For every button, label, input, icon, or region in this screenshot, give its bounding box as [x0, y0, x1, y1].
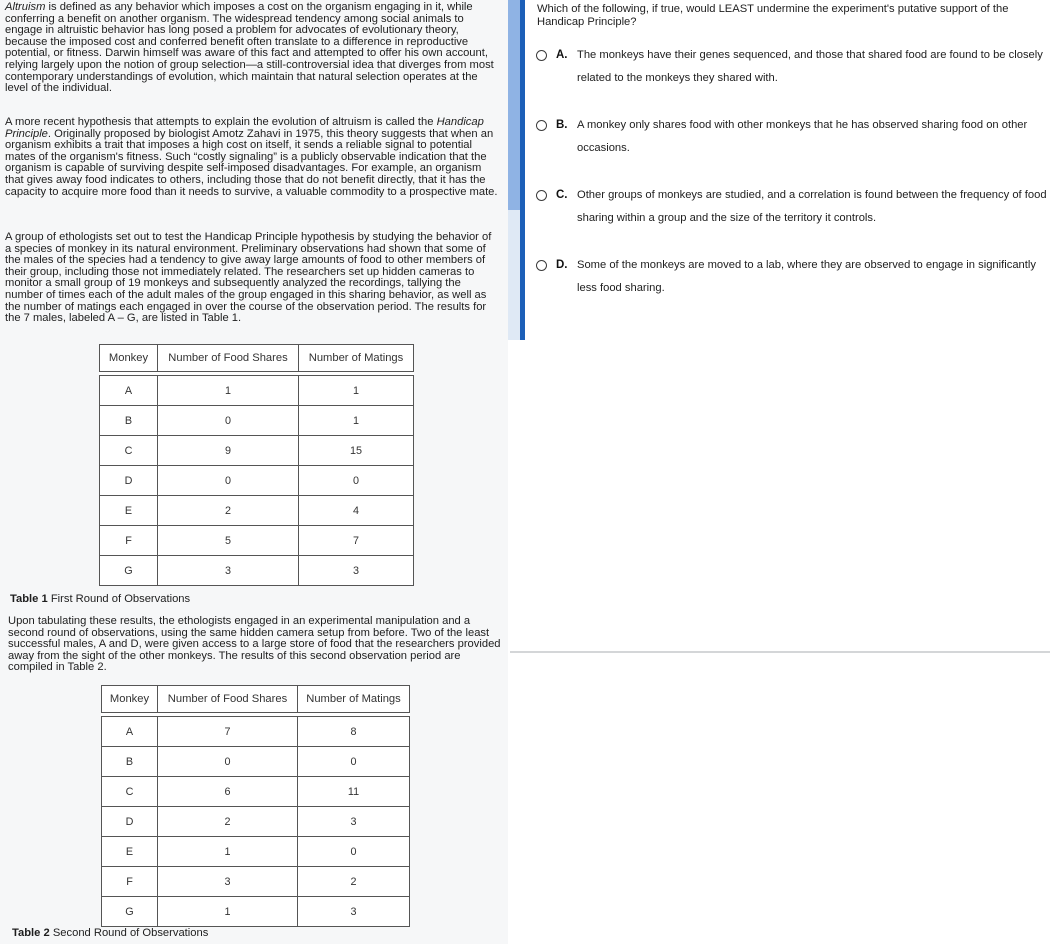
matings-cell: 2	[298, 867, 410, 897]
question-pane-separator	[510, 651, 1050, 653]
table-row	[102, 717, 410, 747]
monkey-cell: B	[102, 747, 158, 777]
monkey-cell: D	[102, 807, 158, 837]
monkey-cell: C	[100, 436, 158, 466]
food-shares-cell: 0	[158, 406, 299, 436]
monkey-cell: F	[102, 867, 158, 897]
food-shares-cell: 2	[158, 496, 299, 526]
choice-text[interactable]: Other groups of monkeys are studied, and a correlation is found between the frequency of food sharing within a group and the size of the territory it controls.	[577, 189, 1047, 224]
paragraph-1-text: is defined as any behavior which imposes a cost on the organism engaging in it, while conferring a benefit on another organism. The widespread tendency among social animals to engage in altruistic behavior has long posed a problem for advocates of evolutionary theory, because the imposed cost and conferred benefit often translate to a difference in reproductive potential, or fitness. Darwin himself was aware of this fact and attempted to offer his own account, relying largely upon the notion of group selection—a still-controversial idea that diverges from most contemporary understandings of evolution, which maintain that natural selection operates at the level of the individual.	[5, 1, 494, 95]
table-1-caption-label: Table 1	[10, 593, 48, 605]
choice-text[interactable]: A monkey only shares food with other monkeys that he has observed sharing food on other occasions.	[577, 119, 1028, 154]
paragraph-2-intro: A more recent hypothesis that attempts to explain the evolution of altruism is called the	[5, 116, 437, 128]
matings-cell: 11	[298, 777, 410, 807]
passage-paragraph-4: Upon tabulating these results, the ethologists engaged in an experimental manipulation and a second round of observations, using the same hidden camera setup from before. Two of the least successful males, A and D, were given access to a large store of food that the researchers provided away from the sight of the other monkeys. The results of this second observation period are compiled in Table 2.	[8, 615, 501, 674]
table-row	[100, 406, 414, 436]
matings-cell: 15	[299, 436, 414, 466]
choice-letter: A.	[556, 49, 568, 61]
table-row	[100, 466, 414, 496]
passage-paragraph-1	[5, 2, 500, 95]
passage-pane[interactable]	[0, 0, 508, 944]
matings-cell: 1	[299, 376, 414, 406]
table-row	[102, 897, 410, 927]
table-row	[102, 747, 410, 777]
monkey-cell: D	[100, 466, 158, 496]
table-2	[101, 685, 410, 927]
food-shares-cell: 0	[158, 747, 298, 777]
matings-cell: 0	[298, 837, 410, 867]
handicap-principle-term: Handicap Principle	[5, 116, 484, 140]
radio-button-b[interactable]	[536, 120, 547, 131]
monkey-cell: F	[100, 526, 158, 556]
radio-button-a[interactable]	[536, 50, 547, 61]
food-shares-cell: 0	[158, 466, 299, 496]
table-row	[102, 837, 410, 867]
table-2-header-matings: Number of Matings	[298, 686, 410, 713]
food-shares-cell: 3	[158, 867, 298, 897]
monkey-cell: G	[102, 897, 158, 927]
table-2-caption	[12, 927, 208, 939]
table-row	[102, 867, 410, 897]
monkey-cell: C	[102, 777, 158, 807]
monkey-cell: A	[102, 717, 158, 747]
table-1-header-monkey: Monkey	[100, 345, 158, 372]
matings-cell: 3	[298, 897, 410, 927]
pane-scrollbar-thumb[interactable]	[508, 0, 520, 210]
table-row	[102, 807, 410, 837]
monkey-cell: E	[100, 496, 158, 526]
matings-cell: 0	[299, 466, 414, 496]
table-row	[100, 496, 414, 526]
matings-cell: 3	[298, 807, 410, 837]
food-shares-cell: 9	[158, 436, 299, 466]
food-shares-cell: 2	[158, 807, 298, 837]
matings-cell: 4	[299, 496, 414, 526]
food-shares-cell: 7	[158, 717, 298, 747]
radio-button-c[interactable]	[536, 190, 547, 201]
food-shares-cell: 5	[158, 526, 299, 556]
table-row	[100, 526, 414, 556]
choice-letter: B.	[556, 119, 568, 131]
table-2-header-monkey: Monkey	[102, 686, 158, 713]
passage-paragraph-3: A group of ethologists set out to test the Handicap Principle hypothesis by studying the behavior of a species of monkey in its natural environment. Preliminary observations had shown that some of the males of the species had a tendency to give away large amounts of food to other members of their group, including those not immediately related. The researchers set up hidden cameras to monitor a small group of 19 monkeys and subsequently analyzed the recordings, tallying the number of times each of the adult males of the group engaged in this sharing behavior, as well as the number of matings each engaged in over the course of the observation period. The results for the 7 males, labeled A – G, are listed in Table 1.	[5, 231, 492, 325]
table-1-header-row	[100, 345, 414, 372]
table-1	[99, 344, 414, 586]
choice-letter: C.	[556, 189, 568, 201]
passage-paragraph-2	[5, 117, 500, 198]
table-1-header-matings: Number of Matings	[299, 345, 414, 372]
monkey-cell: E	[102, 837, 158, 867]
choice-letter: D.	[556, 259, 568, 271]
matings-cell: 3	[299, 556, 414, 586]
table-2-header-row	[102, 686, 410, 713]
food-shares-cell: 3	[158, 556, 299, 586]
table-row	[100, 376, 414, 406]
matings-cell: 8	[298, 717, 410, 747]
food-shares-cell: 1	[158, 376, 299, 406]
altruism-term: Altruism	[5, 1, 46, 13]
question-stem: Which of the following, if true, would LEAST undermine the experiment's putative support of the Handicap Principle?	[537, 3, 1009, 28]
table-1-header-food-shares: Number of Food Shares	[158, 345, 299, 372]
choice-text[interactable]: The monkeys have their genes sequenced, and those that shared food are found to be closely related to the monkeys they shared with.	[577, 49, 1043, 84]
matings-cell: 0	[298, 747, 410, 777]
food-shares-cell: 6	[158, 777, 298, 807]
table-2-caption-text: Second Round of Observations	[49, 927, 209, 939]
table-2-header-food-shares: Number of Food Shares	[158, 686, 298, 713]
matings-cell: 7	[299, 526, 414, 556]
table-row	[100, 436, 414, 466]
radio-button-d[interactable]	[536, 260, 547, 271]
table-row	[102, 777, 410, 807]
table-row	[100, 556, 414, 586]
monkey-cell: G	[100, 556, 158, 586]
monkey-cell: A	[100, 376, 158, 406]
pane-divider[interactable]	[520, 0, 525, 340]
table-2-caption-label: Table 2	[12, 927, 50, 939]
food-shares-cell: 1	[158, 897, 298, 927]
food-shares-cell: 1	[158, 837, 298, 867]
table-1-caption	[10, 593, 190, 605]
monkey-cell: B	[100, 406, 158, 436]
paragraph-2-text: . Originally proposed by biologist Amotz Zahavi in 1975, this theory suggests that when an organism exhibits a trait that imposes a high cost on itself, it sends a reliable signal to potential mates of the organism's fitness. Such “costly signaling” is a publicly observable indication that the organism is capable of surviving despite self-imposed disadvantages. For example, an organism that gives away food indicates to others, including those that do not benefit directly, that it has the capacity to acquire more food than it needs to survive, a valuable commodity to a prospective mate.	[5, 127, 498, 198]
choice-text[interactable]: Some of the monkeys are moved to a lab, where they are observed to engage in significantly less food sharing.	[577, 259, 1036, 294]
matings-cell: 1	[299, 406, 414, 436]
table-1-caption-text: First Round of Observations	[47, 593, 191, 605]
